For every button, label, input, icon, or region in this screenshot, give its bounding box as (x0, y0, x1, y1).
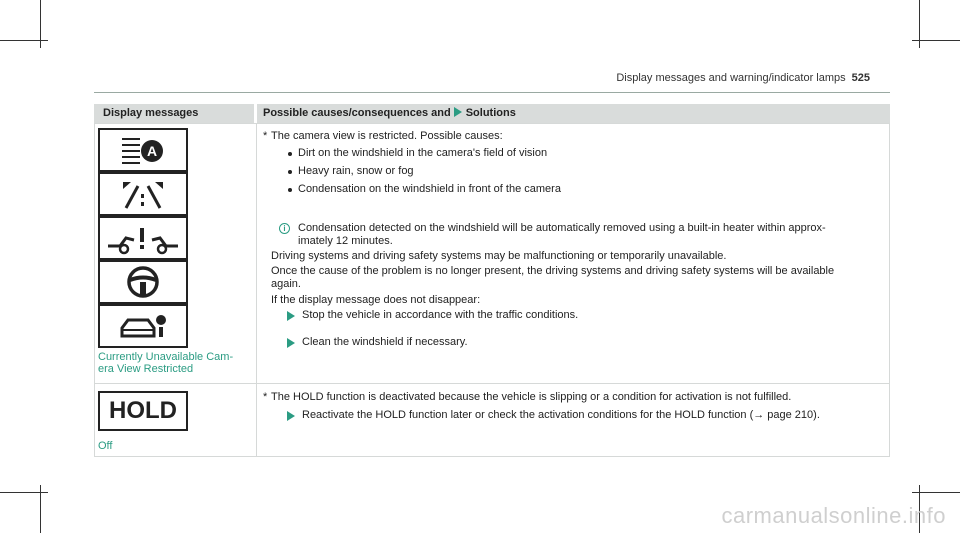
step-arrow-icon (287, 311, 295, 321)
svg-text:A: A (146, 143, 158, 159)
hold-icon (98, 391, 188, 431)
paragraph: Driving systems and driving safety systems may be malfunctioning or temporarily unavailable. (271, 250, 727, 262)
steering-wheel-icon (98, 260, 188, 304)
caption-line: Currently Unavailable Cam- (98, 351, 234, 363)
camera-lines-icon (98, 172, 188, 216)
car-warning-icon (98, 216, 188, 260)
paragraph: If the display message does not disappear: (271, 294, 481, 306)
paragraph: Once the cause of the problem is no longer present, the driving systems and driving safety systems will be available (271, 265, 835, 277)
info-note-line: imately 12 minutes. (298, 235, 393, 247)
display-message-camera (98, 351, 233, 375)
crop-mark (912, 492, 960, 493)
solution-arrow-icon (454, 107, 462, 117)
crop-mark (912, 40, 960, 41)
column-header-causes-solutions (257, 104, 890, 123)
running-head (616, 72, 870, 84)
step-arrow-icon (287, 338, 295, 348)
solution-step: Reactivate the HOLD function later or check the activation conditions for the HOLD function (→ page 210). (302, 409, 820, 421)
cause-item: Condensation on the windshield in front of the camera (298, 183, 561, 195)
running-head-title: Display messages and warning/indicator lamps (616, 72, 846, 84)
crop-mark (0, 40, 48, 41)
paragraph: again. (271, 278, 301, 290)
header-rule (94, 92, 890, 93)
car-sensor-icon (98, 304, 188, 348)
solution-step: Clean the windshield if necessary. (302, 336, 468, 348)
cause-item: Dirt on the windshield in the camera's field of vision (298, 147, 548, 159)
cause-intro: The camera view is restricted. Possible causes: (271, 130, 503, 142)
page-number: 525 (851, 72, 870, 84)
column-header-display-messages: Display messages (94, 104, 254, 123)
crop-mark (0, 492, 48, 493)
info-note-line: Condensation detected on the windshield will be automatically removed using a built-in heater within approx- (298, 222, 826, 234)
hold-icon-label: HOLD (109, 397, 177, 424)
step-arrow-icon (287, 411, 295, 421)
watermark: carmanualsonline.info (721, 503, 946, 528)
footnote-star: * (263, 130, 268, 142)
bullet-dot (288, 152, 292, 156)
display-message-off: Off (98, 440, 113, 452)
footnote-star: * (263, 391, 268, 403)
column-header-solutions: Solutions (465, 107, 516, 119)
assist-a-icon (98, 128, 188, 172)
cause-intro: The HOLD function is deactivated because the vehicle is slipping or a condition for activation is not fulfilled. (271, 391, 792, 403)
info-icon: i (279, 223, 290, 234)
bullet-dot (288, 188, 292, 192)
column-header-causes: Possible causes/consequences and (263, 107, 451, 119)
caption-line: era View Restricted (98, 363, 194, 375)
bullet-dot (288, 170, 292, 174)
solution-step: Stop the vehicle in accordance with the traffic conditions. (302, 309, 579, 321)
cause-item: Heavy rain, snow or fog (298, 165, 414, 177)
